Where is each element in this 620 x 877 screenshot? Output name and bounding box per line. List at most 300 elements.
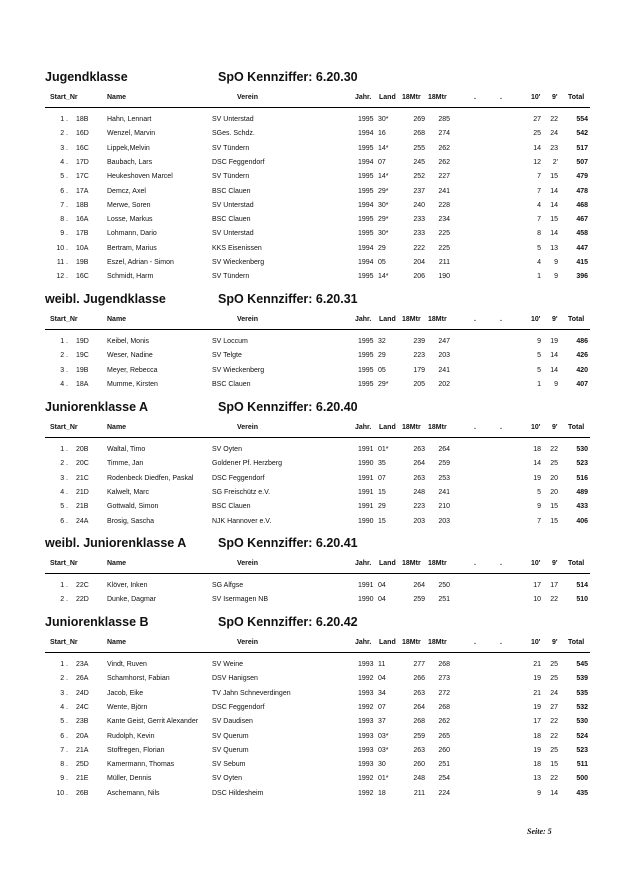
cell-jahr: 1993: [358, 661, 374, 668]
header-name: Name: [107, 316, 127, 323]
cell-total: 415: [576, 259, 588, 266]
cell-jahr: 1993: [358, 689, 374, 697]
cell-t9: 20: [550, 474, 558, 482]
class-title: Jugendklasse: [45, 70, 128, 84]
header-t9: 9': [552, 560, 558, 567]
table-row: [0, 145, 620, 158]
cell-start: 26A: [76, 675, 89, 683]
cell-verein: SG Freischütz e.V.: [212, 488, 271, 496]
cell-t10: 5: [537, 352, 541, 360]
cell-t9: 15: [550, 173, 558, 181]
cell-name: Demcz, Axel: [107, 187, 146, 195]
cell-t9: 22: [550, 732, 558, 740]
header-m1: 18Mtr: [402, 94, 421, 101]
column-header: [0, 94, 620, 106]
cell-t10: 5: [537, 244, 541, 252]
cell-name: Lippek,Melvin: [107, 144, 150, 152]
cell-m1: 233: [413, 230, 425, 238]
cell-name: Klöver, Inken: [107, 582, 148, 589]
header-d1: .: [474, 316, 476, 323]
table-row: [0, 518, 620, 531]
cell-rank: 6 .: [60, 187, 68, 195]
cell-rank: 5 .: [60, 503, 68, 511]
class-code: SpO Kennziffer: 6.20.30: [218, 70, 358, 84]
class-title: Juniorenklasse A: [45, 400, 149, 414]
cell-m1: 245: [413, 158, 425, 166]
cell-rank: 3 .: [60, 474, 68, 482]
cell-name: Losse, Markus: [107, 216, 153, 224]
cell-m1: 264: [413, 460, 425, 468]
cell-t10: 8: [537, 230, 541, 238]
header-m2: 18Mtr: [428, 94, 447, 101]
cell-verein: TV Jahn Schneverdingen: [212, 689, 291, 697]
cell-m1: 268: [413, 130, 425, 138]
cell-rank: 1 .: [60, 116, 68, 123]
header-t10: 10': [531, 639, 541, 646]
cell-land: 29*: [378, 187, 389, 195]
cell-rank: 2 .: [60, 675, 68, 683]
cell-t10: 5: [537, 366, 541, 374]
cell-total: 406: [576, 517, 588, 525]
column-header: [0, 316, 620, 328]
cell-t10: 25: [533, 130, 541, 138]
cell-t9: 13: [550, 244, 558, 252]
table-row: [0, 173, 620, 186]
cell-m2: 253: [438, 474, 450, 482]
cell-land: 07: [378, 474, 386, 482]
cell-t10: 4: [537, 259, 541, 266]
cell-m1: 260: [413, 761, 425, 769]
cell-name: Merwe, Soren: [107, 201, 151, 209]
cell-start: 18A: [76, 380, 89, 388]
table-row: [0, 367, 620, 380]
cell-m2: 260: [438, 746, 450, 754]
cell-start: 17A: [76, 187, 89, 195]
cell-total: 489: [576, 488, 588, 496]
cell-land: 29: [378, 244, 386, 252]
cell-land: 30*: [378, 116, 389, 123]
cell-start: 26B: [76, 789, 89, 797]
cell-rank: 7 .: [60, 746, 68, 754]
cell-t10: 21: [533, 661, 541, 668]
cell-name: Aschemann, Nils: [107, 789, 160, 797]
cell-land: 29: [378, 503, 386, 511]
header-jahr: Jahr.: [355, 639, 372, 646]
cell-rank: 1 .: [60, 582, 68, 589]
header-m2: 18Mtr: [428, 560, 447, 567]
cell-m1: 179: [413, 366, 425, 374]
cell-m1: 237: [413, 187, 425, 195]
header-t9: 9': [552, 639, 558, 646]
cell-t9: 25: [550, 675, 558, 683]
header-verein: Verein: [237, 94, 259, 101]
cell-land: 03*: [378, 732, 389, 740]
cell-land: 11: [378, 661, 386, 668]
table-row: [0, 130, 620, 143]
cell-m2: 234: [438, 216, 450, 224]
cell-t9: 14: [550, 789, 558, 797]
cell-rank: 11 .: [56, 259, 68, 266]
cell-m2: 203: [438, 352, 450, 360]
cell-jahr: 1993: [358, 761, 374, 769]
cell-m2: 285: [438, 116, 450, 123]
cell-verein: SV Isermagen NB: [212, 596, 269, 604]
table-row: [0, 245, 620, 258]
table-row: [0, 503, 620, 516]
cell-t10: 27: [533, 116, 541, 123]
cell-m1: 259: [413, 596, 425, 604]
cell-land: 29: [378, 352, 386, 360]
table-row: [0, 202, 620, 215]
cell-jahr: 1995: [358, 144, 374, 152]
header-d1: .: [474, 424, 476, 431]
cell-m1: 248: [413, 488, 425, 496]
cell-total: 486: [576, 338, 588, 345]
cell-land: 32: [378, 338, 386, 345]
cell-start: 20A: [76, 732, 89, 740]
cell-name: Wenzel, Marvin: [107, 130, 156, 138]
table-row: [0, 216, 620, 229]
header-start: Start_Nr: [50, 639, 78, 646]
cell-t9: 15: [550, 216, 558, 224]
cell-name: Timme, Jan: [107, 460, 144, 468]
cell-total: 539: [576, 675, 588, 683]
cell-name: Baubach, Lars: [107, 158, 153, 166]
cell-m2: 224: [438, 789, 450, 797]
cell-m2: 202: [438, 380, 450, 388]
cell-land: 30*: [378, 201, 389, 209]
cell-m2: 273: [438, 675, 450, 683]
cell-t9: 14: [550, 187, 558, 195]
header-d2: .: [500, 94, 502, 101]
table-row: [0, 733, 620, 746]
table-row: [0, 475, 620, 488]
cell-t9: 22: [550, 718, 558, 726]
header-total: Total: [568, 560, 585, 567]
cell-name: Bertram, Marius: [107, 244, 157, 252]
cell-jahr: 1992: [358, 675, 374, 683]
cell-start: 17B: [76, 230, 89, 238]
cell-verein: DSC Feggendorf: [212, 474, 265, 482]
cell-land: 05: [378, 366, 386, 374]
cell-jahr: 1992: [358, 703, 374, 711]
cell-t9: 14: [550, 230, 558, 238]
header-verein: Verein: [237, 560, 259, 567]
cell-m1: 263: [413, 446, 425, 453]
header-start: Start_Nr: [50, 94, 78, 101]
table-row: [0, 704, 620, 717]
class-code: SpO Kennziffer: 6.20.31: [218, 292, 358, 306]
cell-t9: 22: [550, 446, 558, 453]
cell-total: 396: [576, 273, 588, 281]
header-d1: .: [474, 639, 476, 646]
cell-name: Vindt, Ruven: [107, 661, 147, 668]
cell-start: 23B: [76, 718, 89, 726]
cell-verein: DSC Feggendorf: [212, 158, 265, 166]
header-t10: 10': [531, 316, 541, 323]
header-land: Land: [379, 560, 396, 567]
header-divider: [45, 329, 590, 330]
cell-m2: 251: [438, 761, 450, 769]
cell-verein: SV Daudisen: [212, 718, 253, 726]
cell-verein: SV Querum: [212, 732, 249, 740]
cell-start: 24D: [76, 689, 89, 697]
cell-verein: BSC Clauen: [212, 187, 251, 195]
cell-total: 545: [576, 661, 588, 668]
cell-t10: 9: [537, 789, 541, 797]
cell-name: Schamhorst, Fabian: [107, 675, 170, 683]
header-land: Land: [379, 316, 396, 323]
cell-verein: DSV Hanigsen: [212, 675, 258, 683]
header-d2: .: [500, 560, 502, 567]
cell-total: 407: [576, 380, 588, 388]
cell-rank: 4 .: [60, 488, 68, 496]
cell-t10: 9: [537, 503, 541, 511]
cell-name: Dunke, Dagmar: [107, 596, 157, 604]
table-row: [0, 775, 620, 788]
table-row: [0, 761, 620, 774]
cell-name: Wente, Björn: [107, 703, 148, 711]
header-m2: 18Mtr: [428, 424, 447, 431]
cell-t10: 14: [533, 460, 541, 468]
cell-rank: 9 .: [60, 775, 68, 783]
header-divider: [45, 107, 590, 108]
cell-m1: 268: [413, 718, 425, 726]
cell-m2: 203: [438, 517, 450, 525]
cell-m2: 259: [438, 460, 450, 468]
cell-verein: SV Tündern: [212, 173, 250, 181]
cell-land: 04: [378, 582, 386, 589]
cell-m2: 268: [438, 703, 450, 711]
cell-t10: 7: [537, 216, 541, 224]
cell-name: Stoffregen, Florian: [107, 746, 165, 754]
table-row: [0, 690, 620, 703]
cell-t9: 14: [550, 201, 558, 209]
cell-t9: 19: [550, 338, 558, 345]
header-d1: .: [474, 560, 476, 567]
cell-total: 517: [576, 144, 588, 152]
header-t9: 9': [552, 424, 558, 431]
cell-land: 04: [378, 596, 386, 604]
cell-verein: DSC Feggendorf: [212, 703, 265, 711]
cell-start: 24C: [76, 703, 89, 711]
header-start: Start_Nr: [50, 424, 78, 431]
header-name: Name: [107, 639, 127, 646]
cell-rank: 6 .: [60, 732, 68, 740]
cell-jahr: 1994: [358, 259, 374, 266]
cell-t10: 18: [533, 446, 541, 453]
header-divider: [45, 437, 590, 438]
cell-m2: 241: [438, 187, 450, 195]
cell-verein: SV Telgte: [212, 352, 242, 360]
cell-t10: 1: [537, 380, 541, 388]
cell-verein: SGes. Schdz.: [212, 130, 255, 138]
cell-m1: 264: [413, 703, 425, 711]
table-row: [0, 352, 620, 365]
class-code: SpO Kennziffer: 6.20.42: [218, 615, 358, 629]
cell-rank: 4 .: [60, 158, 68, 166]
column-header: [0, 639, 620, 651]
cell-jahr: 1991: [358, 582, 374, 589]
cell-m1: 255: [413, 144, 425, 152]
cell-name: Lohmann, Dario: [107, 230, 157, 238]
cell-jahr: 1991: [358, 503, 374, 511]
cell-land: 15: [378, 517, 386, 525]
cell-start: 17C: [76, 173, 89, 181]
cell-start: 25D: [76, 761, 89, 769]
table-row: [0, 381, 620, 394]
cell-rank: 3 .: [60, 366, 68, 374]
cell-jahr: 1994: [358, 244, 374, 252]
cell-m2: 254: [438, 775, 450, 783]
cell-verein: SV Wieckenberg: [212, 366, 265, 374]
cell-land: 14*: [378, 273, 389, 281]
cell-land: 03*: [378, 746, 389, 754]
cell-t10: 7: [537, 517, 541, 525]
header-total: Total: [568, 94, 585, 101]
cell-land: 29*: [378, 380, 389, 388]
cell-verein: SG Alfgse: [212, 582, 244, 589]
cell-m1: 263: [413, 746, 425, 754]
cell-m2: 241: [438, 488, 450, 496]
table-row: [0, 338, 620, 351]
cell-t10: 19: [533, 675, 541, 683]
cell-start: 19B: [76, 366, 89, 374]
cell-verein: SV Tündern: [212, 144, 250, 152]
cell-verein: BSC Clauen: [212, 380, 251, 388]
table-row: [0, 116, 620, 129]
cell-m1: 263: [413, 474, 425, 482]
cell-jahr: 1994: [358, 158, 374, 166]
cell-total: 514: [576, 582, 588, 589]
cell-rank: 8 .: [60, 216, 68, 224]
cell-m2: 265: [438, 732, 450, 740]
cell-land: 16: [378, 130, 386, 138]
cell-m1: 277: [413, 661, 425, 668]
cell-land: 30: [378, 761, 386, 769]
cell-t9: 23: [550, 144, 558, 152]
cell-start: 18B: [76, 201, 89, 209]
cell-m2: 264: [438, 446, 450, 453]
cell-jahr: 1995: [358, 352, 374, 360]
cell-rank: 12 .: [56, 273, 68, 281]
cell-rank: 1 .: [60, 446, 68, 453]
cell-t9: 22: [550, 596, 558, 604]
cell-start: 19B: [76, 259, 89, 266]
header-m1: 18Mtr: [402, 560, 421, 567]
cell-t9: 24: [550, 689, 558, 697]
cell-rank: 4 .: [60, 380, 68, 388]
cell-jahr: 1994: [358, 130, 374, 138]
header-total: Total: [568, 639, 585, 646]
table-row: [0, 718, 620, 731]
cell-start: 23A: [76, 661, 89, 668]
cell-t9: 20: [550, 488, 558, 496]
cell-rank: 7 .: [60, 201, 68, 209]
header-d2: .: [500, 639, 502, 646]
cell-t10: 10: [533, 596, 541, 604]
cell-t10: 17: [533, 582, 541, 589]
cell-rank: 6 .: [60, 517, 68, 525]
cell-t10: 5: [537, 488, 541, 496]
cell-land: 37: [378, 718, 386, 726]
cell-t9: 14: [550, 366, 558, 374]
cell-total: 535: [576, 689, 588, 697]
cell-start: 22D: [76, 596, 89, 604]
cell-rank: 2 .: [60, 130, 68, 138]
cell-name: Brosig, Sascha: [107, 517, 155, 525]
cell-name: Rudolph, Kevin: [107, 732, 155, 740]
cell-start: 19D: [76, 338, 89, 345]
table-row: [0, 596, 620, 609]
cell-verein: SV Weine: [212, 661, 243, 668]
cell-start: 16A: [76, 216, 89, 224]
cell-name: Heukeshoven Marcel: [107, 173, 173, 181]
cell-jahr: 1995: [358, 116, 374, 123]
cell-land: 01*: [378, 775, 389, 783]
cell-total: 433: [576, 503, 588, 511]
header-jahr: Jahr.: [355, 316, 372, 323]
cell-t10: 19: [533, 746, 541, 754]
cell-name: Keibel, Monis: [107, 338, 150, 345]
cell-t10: 7: [537, 187, 541, 195]
cell-name: Meyer, Rebecca: [107, 366, 158, 374]
cell-verein: BSC Clauen: [212, 216, 251, 224]
class-code: SpO Kennziffer: 6.20.41: [218, 536, 358, 550]
cell-start: 24A: [76, 517, 89, 525]
cell-rank: 10 .: [56, 244, 68, 252]
cell-total: 554: [576, 116, 588, 123]
cell-jahr: 1995: [358, 366, 374, 374]
cell-verein: SV Unterstad: [212, 230, 254, 238]
cell-t10: 19: [533, 703, 541, 711]
cell-jahr: 1995: [358, 273, 374, 281]
cell-t9: 15: [550, 761, 558, 769]
cell-total: 510: [576, 596, 588, 604]
cell-m1: 233: [413, 216, 425, 224]
cell-t10: 17: [533, 718, 541, 726]
cell-m2: 274: [438, 130, 450, 138]
cell-name: Müller, Dennis: [107, 775, 152, 783]
cell-m1: 259: [413, 732, 425, 740]
page-number: Seite: 5: [527, 827, 552, 836]
cell-jahr: 1990: [358, 517, 374, 525]
header-start: Start_Nr: [50, 560, 78, 567]
cell-t10: 18: [533, 761, 541, 769]
class-title: weibl. Jugendklasse: [45, 292, 166, 306]
cell-jahr: 1995: [358, 187, 374, 195]
header-name: Name: [107, 560, 127, 567]
cell-name: Kamermann, Thomas: [107, 761, 175, 769]
header-total: Total: [568, 316, 585, 323]
header-m1: 18Mtr: [402, 316, 421, 323]
cell-jahr: 1990: [358, 460, 374, 468]
cell-verein: SV Wieckenberg: [212, 259, 265, 266]
cell-jahr: 1995: [358, 173, 374, 181]
cell-total: 435: [576, 789, 588, 797]
cell-m1: 240: [413, 201, 425, 209]
cell-total: 532: [576, 703, 588, 711]
table-row: [0, 273, 620, 286]
cell-t9: 25: [550, 746, 558, 754]
cell-total: 507: [576, 158, 588, 166]
cell-rank: 3 .: [60, 144, 68, 152]
cell-rank: 3 .: [60, 689, 68, 697]
class-title: weibl. Juniorenklasse A: [45, 536, 187, 550]
cell-m1: 223: [413, 503, 425, 511]
header-verein: Verein: [237, 639, 259, 646]
cell-verein: KKS Eisenissen: [212, 244, 262, 252]
